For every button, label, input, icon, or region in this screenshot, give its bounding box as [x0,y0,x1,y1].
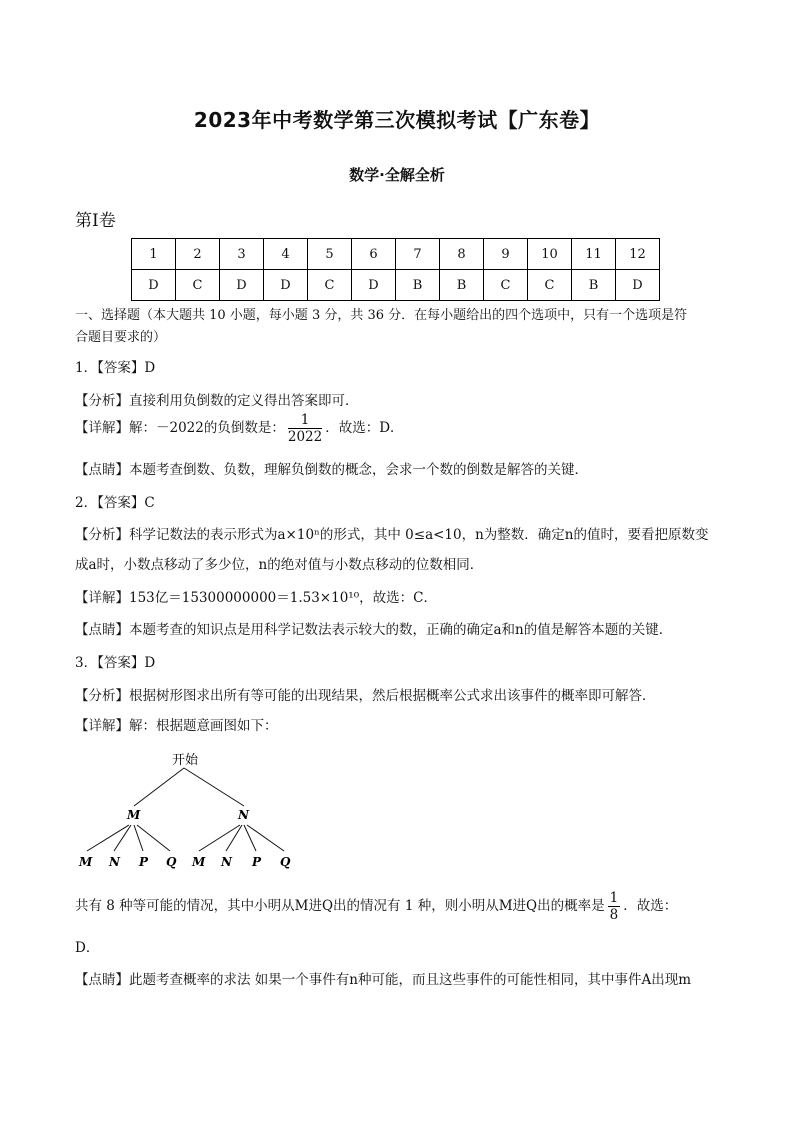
q1-detail-prefix: 【详解】解：－2022的负倒数是： [75,420,285,437]
answer-cell: C [528,270,572,301]
page-subtitle: 数学·全解全析 [349,166,445,184]
tree-branch [247,825,284,851]
page-title: 2023年中考数学第三次模拟考试【广东卷】 [193,108,601,132]
answer-cell: B [396,270,440,301]
question-number: 11 [572,239,616,270]
answer-table [131,238,660,301]
tree-leaf-label: M [192,855,206,869]
tree-leaf-label: Q [280,855,291,869]
q1-fraction [288,412,322,445]
tree-node-label: N [238,808,249,822]
section-heading-line2: 合题目要求的） [75,330,167,345]
tree-leaf-label: P [139,855,149,869]
q2-answer: 2．【答案】C [75,495,155,511]
q3-fraction [608,890,621,923]
answer-table-number-row [132,239,660,270]
q1-detail-suffix: ．故选：D． [325,420,404,437]
probability-tree-diagram [74,748,304,873]
q2-analysis-line2: 成a时，小数点移动了多少位，n的绝对值与小数点移动的位数相同． [75,557,484,573]
answer-table-answer-row [132,270,660,301]
tree-branch [184,768,244,806]
q3-fraction-numerator: 1 [609,890,619,906]
answer-cell: D [352,270,396,301]
tree-branch [134,768,184,806]
tree-leaf-label: M [79,855,93,869]
tree-leaf-label: N [109,855,120,869]
q3-result [75,890,677,923]
answer-cell: D [264,270,308,301]
q1-fraction-denominator: 2022 [287,429,323,446]
q1-analysis: 【分析】直接利用负倒数的定义得出答案即可． [75,393,359,409]
tree-root-label: 开始 [172,753,199,768]
q2-detail: 【详解】153亿＝15300000000＝1.53×10¹⁰，故选：C． [75,590,437,606]
question-number: 7 [396,239,440,270]
section-heading-line1: 一、选择题（本大题共 10 小题，每小题 3 分，共 36 分．在每小题给出的四个选项中，只有一个选项是符 [75,308,688,323]
question-number: 8 [440,239,484,270]
answer-cell: C [308,270,352,301]
q3-result-suffix: ．故选： [623,898,678,915]
answer-cell: D [220,270,264,301]
tree-branch [244,825,256,851]
q1-detail [75,412,404,445]
q3-answer: 3．【答案】D [75,655,156,671]
answer-cell: B [572,270,616,301]
volume-label: 第Ⅰ卷 [75,211,116,231]
question-number: 10 [528,239,572,270]
q3-result-prefix: 共有 8 种等可能的情况，其中小明从M进Q出的情况有 1 种，则小明从M进Q出的概率是 [75,898,605,915]
question-number: 3 [220,239,264,270]
question-number: 9 [484,239,528,270]
tree-node-label: M [127,808,141,822]
question-number: 1 [132,239,176,270]
answer-cell: C [176,270,220,301]
q3-fraction-denominator: 8 [609,907,619,924]
answer-cell: C [484,270,528,301]
question-number: 12 [616,239,660,270]
q2-analysis-line1: 【分析】科学记数法的表示形式为a×10ⁿ的形式，其中 0≤a<10，n为整数．确定n的值时，要看把原数变 [75,527,709,543]
q2-comment: 【点睛】本题考查的知识点是用科学记数法表示较大的数，正确的确定a和n的值是解答本题的关键． [75,622,673,638]
question-number: 4 [264,239,308,270]
q3-detail: 【详解】解：根据题意画图如下： [75,718,278,734]
question-number: 5 [308,239,352,270]
tree-leaf-label: N [221,855,232,869]
q3-comment: 【点睛】此题考查概率的求法 如果一个事件有n种可能，而且这些事件的可能性相同，其中事件A出现m [75,972,692,988]
tree-leaf-label: Q [166,855,177,869]
question-number: 6 [352,239,396,270]
q3-analysis: 【分析】根据树形图求出所有等可能的出现结果，然后根据概率公式求出该事件的概率即可解答． [75,688,656,704]
tree-leaf-label: P [252,855,262,869]
q1-comment: 【点睛】本题考查倒数、负数，理解负倒数的概念，会求一个数的倒数是解答的关键． [75,462,588,478]
q1-answer: 1．【答案】D [75,360,156,376]
answer-cell: B [440,270,484,301]
q3-result-continuation: D． [75,940,100,956]
answer-cell: D [616,270,660,301]
question-number: 2 [176,239,220,270]
answer-cell: D [132,270,176,301]
q1-fraction-numerator: 1 [288,412,322,429]
